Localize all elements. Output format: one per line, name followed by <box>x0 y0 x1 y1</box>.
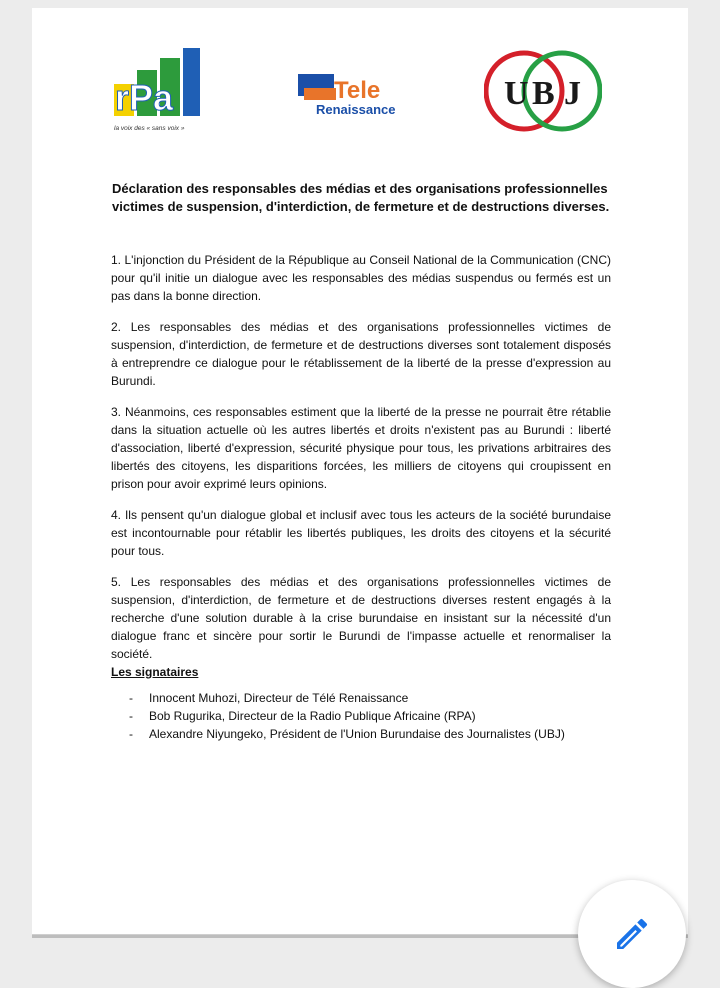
document-page <box>32 8 688 934</box>
ubj-logo <box>484 46 602 136</box>
list-item <box>111 689 611 707</box>
rpa-logo-text: rPa <box>115 77 174 118</box>
signatories-list <box>111 689 611 743</box>
paragraph-2: 2. Les responsables des médias et des organisations professionnelles victimes de suspension, d'interdiction, de fermeture et de destructions diverses sont totalement disposés à entreprendre ce dialogue pour le rétablissement de la liberté de la presse d'expression au Burundi. <box>111 320 611 388</box>
paragraph-4: 4. Ils pensent qu'un dialogue global et inclusif avec tous les acteurs de la société burundaise est incontournable pour rétablir les libertés publiques, les droits des citoyens et la sécurité pour tous. <box>111 508 611 558</box>
declaration-title: Déclaration des responsables des médias et des organisations professionnelles victimes de suspension, d'interdiction, de fermeture et de destructions diverses. <box>112 181 610 214</box>
list-bullet: - <box>129 727 133 741</box>
rpa-logo <box>112 46 202 136</box>
ubj-letter-j: J <box>564 75 581 112</box>
list-item <box>111 725 611 743</box>
declaration-body <box>111 251 611 676</box>
logo-header <box>32 8 688 148</box>
tele-logo-line2: Renaissance <box>316 102 396 117</box>
tele-renaissance-logo <box>294 66 404 126</box>
edit-fab-button[interactable] <box>578 880 686 988</box>
list-item <box>111 707 611 725</box>
paragraph-3: 3. Néanmoins, ces responsables estiment que la liberté de la presse ne pourrait être rétablie dans la situation actuelle où les autres libertés et droits n'existent pas au Burundi : liberté d'association, liberté d'expression, sécurité physique pour tous, les privations arbitraires des libertés des citoyens, les disparitions forcées, les milliers de citoyens qui croupissent en prison pour avoir exprimé leurs opinions. <box>111 405 611 491</box>
ubj-letter-b: B <box>532 75 555 112</box>
signatory-name: Innocent Muhozi, Directeur de Télé Renaissance <box>149 691 409 705</box>
signatory-name: Alexandre Niyungeko, Président de l'Union Burundaise des Journalistes (UBJ) <box>149 727 565 741</box>
pencil-edit-icon <box>612 914 652 954</box>
signatories-heading: Les signataires <box>111 665 199 679</box>
list-bullet: - <box>129 709 133 723</box>
signatory-name: Bob Rugurika, Directeur de la Radio Publique Africaine (RPA) <box>149 709 476 723</box>
tele-logo-line1: Tele <box>334 77 381 104</box>
signatories-section <box>111 663 611 743</box>
paragraph-1: 1. L'injonction du Président de la République au Conseil National de la Communication (CNC) pour qu'il initie un dialogue avec les responsables des médias suspendus ou fermés est un pas dans la bonne direction. <box>111 253 611 303</box>
list-bullet: - <box>129 691 133 705</box>
paragraph-5: 5. Les responsables des médias et des organisations professionnelles victimes de suspension, d'interdiction, de fermeture et de destructions diverses restent engagés à la recherche d'une solution durable à la crise burundaise en insistant sur la nécessité d'un dialogue franc et sincère pour sortir le Burundi de l'impasse actuelle et renormaliser la société. <box>111 575 611 661</box>
rpa-logo-tagline: la voix des « sans voix » <box>114 125 185 132</box>
ubj-letter-u: U <box>504 75 529 112</box>
